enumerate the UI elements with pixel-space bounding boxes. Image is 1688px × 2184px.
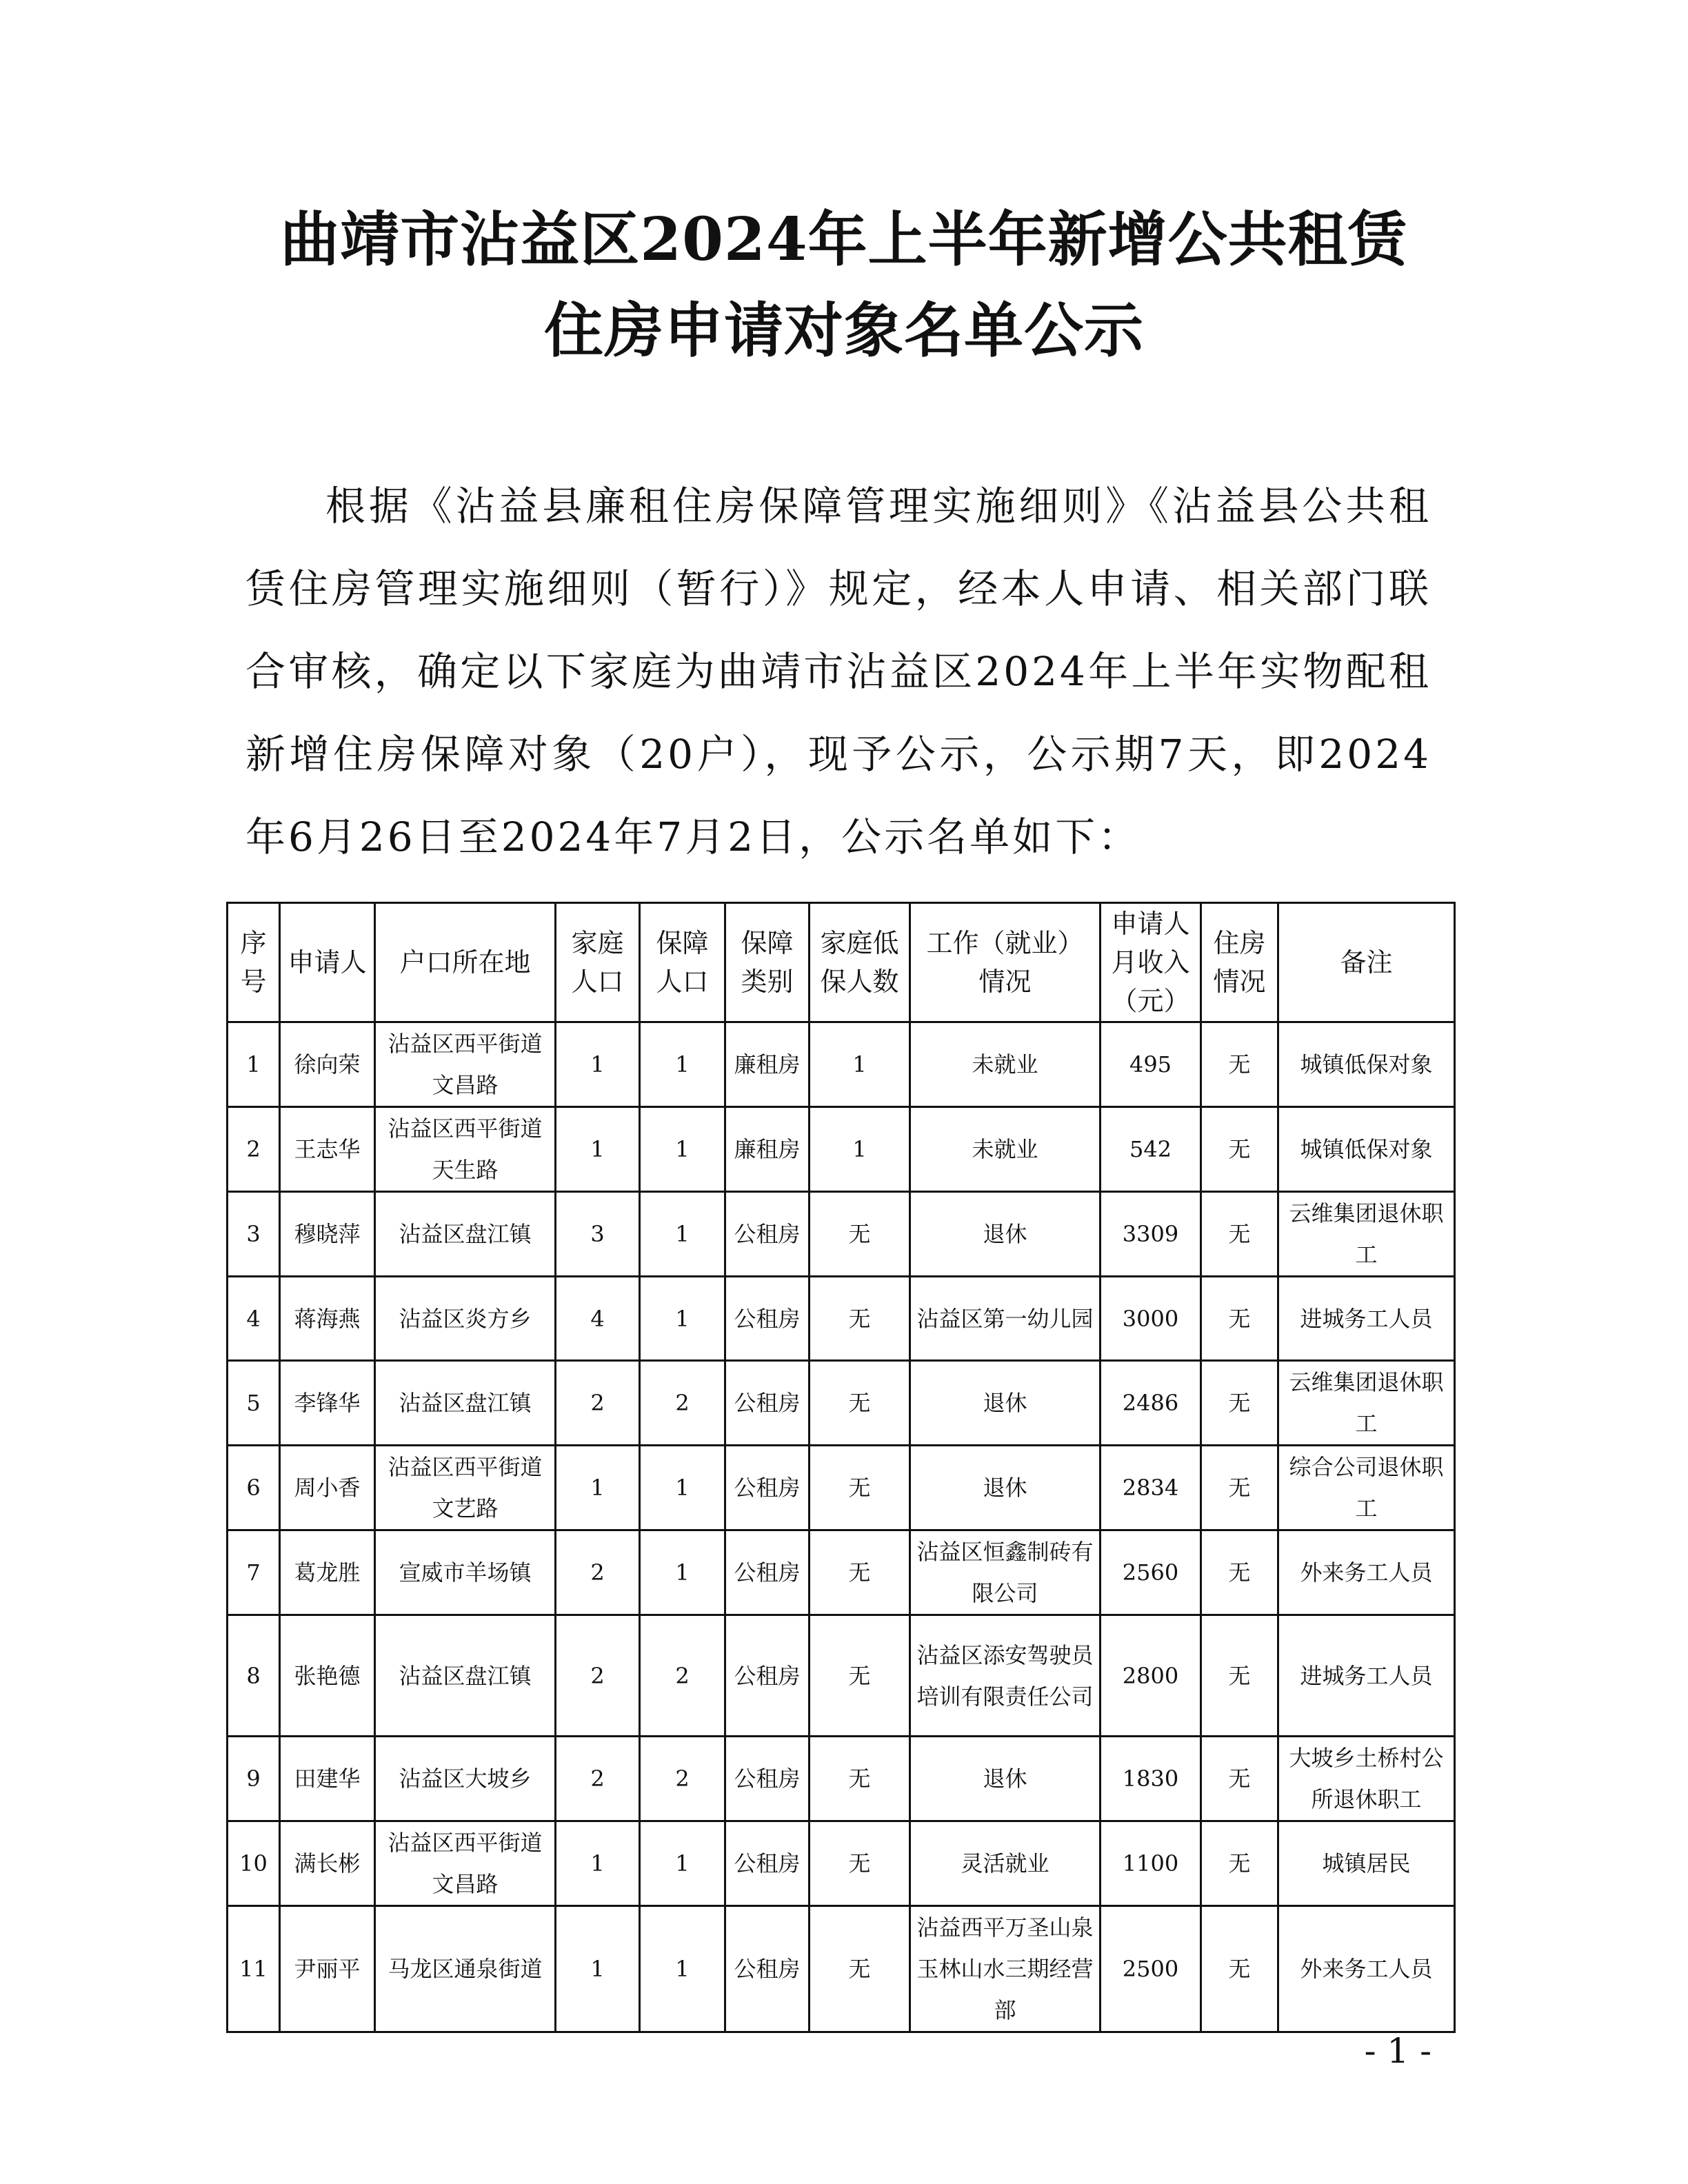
header-cell: 家庭人口	[556, 903, 640, 1022]
cell-employment: 未就业	[910, 1022, 1101, 1107]
cell-covered-size: 2	[640, 1361, 725, 1446]
cell-remarks: 综合公司退休职工	[1278, 1446, 1455, 1530]
cell-monthly-income: 3000	[1101, 1277, 1201, 1361]
cell-monthly-income: 3309	[1101, 1192, 1201, 1277]
cell-housing-status: 无	[1201, 1821, 1278, 1906]
cell-index: 11	[228, 1906, 280, 2032]
cell-index: 7	[228, 1530, 280, 1615]
cell-remarks: 外来务工人员	[1278, 1906, 1455, 2032]
cell-index: 2	[228, 1107, 280, 1192]
cell-household-size: 2	[556, 1737, 640, 1821]
cell-residence: 沾益区盘江镇	[375, 1361, 556, 1446]
header-cell: 住房情况	[1201, 903, 1278, 1022]
cell-housing-type: 廉租房	[725, 1022, 810, 1107]
cell-monthly-income: 1830	[1101, 1737, 1201, 1821]
cell-housing-status: 无	[1201, 1107, 1278, 1192]
cell-housing-type: 公租房	[725, 1821, 810, 1906]
cell-household-size: 2	[556, 1530, 640, 1615]
page-number: - 1 -	[1364, 2031, 1431, 2071]
cell-monthly-income: 2834	[1101, 1446, 1201, 1530]
cell-employment: 沾益区添安驾驶员培训有限责任公司	[910, 1615, 1101, 1737]
cell-covered-size: 1	[640, 1906, 725, 2032]
table-row	[228, 1737, 1455, 1821]
cell-index: 4	[228, 1277, 280, 1361]
cell-monthly-income: 542	[1101, 1107, 1201, 1192]
cell-housing-status: 无	[1201, 1906, 1278, 2032]
header-cell: 工作（就业）情况	[910, 903, 1101, 1022]
cell-index: 5	[228, 1361, 280, 1446]
cell-covered-size: 1	[640, 1022, 725, 1107]
header-cell: 申请人	[280, 903, 375, 1022]
cell-monthly-income: 2486	[1101, 1361, 1201, 1446]
title-line-2: 住房申请对象名单公示	[544, 296, 1144, 365]
cell-covered-size: 1	[640, 1192, 725, 1277]
cell-covered-size: 1	[640, 1446, 725, 1530]
cell-covered-size: 2	[640, 1615, 725, 1737]
cell-housing-status: 无	[1201, 1737, 1278, 1821]
cell-index: 8	[228, 1615, 280, 1737]
cell-residence: 沾益区盘江镇	[375, 1615, 556, 1737]
cell-employment: 退休	[910, 1737, 1101, 1821]
cell-housing-type: 公租房	[725, 1906, 810, 2032]
table-row	[228, 1192, 1455, 1277]
cell-monthly-income: 2560	[1101, 1530, 1201, 1615]
cell-remarks: 城镇低保对象	[1278, 1022, 1455, 1107]
cell-housing-type: 公租房	[725, 1737, 810, 1821]
table-row	[228, 1615, 1455, 1737]
cell-housing-status: 无	[1201, 1192, 1278, 1277]
table-row	[228, 1821, 1455, 1906]
cell-low-income-count: 无	[810, 1530, 910, 1615]
cell-remarks: 云维集团退休职工	[1278, 1192, 1455, 1277]
cell-housing-type: 公租房	[725, 1530, 810, 1615]
cell-household-size: 4	[556, 1277, 640, 1361]
header-cell: 序号	[228, 903, 280, 1022]
cell-residence: 沾益区西平街道天生路	[375, 1107, 556, 1192]
table-row	[228, 1107, 1455, 1192]
cell-housing-type: 公租房	[725, 1615, 810, 1737]
cell-index: 1	[228, 1022, 280, 1107]
cell-remarks: 进城务工人员	[1278, 1277, 1455, 1361]
cell-residence: 宣威市羊场镇	[375, 1530, 556, 1615]
cell-remarks: 外来务工人员	[1278, 1530, 1455, 1615]
cell-monthly-income: 495	[1101, 1022, 1201, 1107]
cell-residence: 马龙区通泉街道	[375, 1906, 556, 2032]
cell-residence: 沾益区西平街道文艺路	[375, 1446, 556, 1530]
cell-low-income-count: 1	[810, 1107, 910, 1192]
cell-low-income-count: 无	[810, 1446, 910, 1530]
table-row	[228, 1446, 1455, 1530]
cell-index: 6	[228, 1446, 280, 1530]
cell-low-income-count: 无	[810, 1615, 910, 1737]
cell-applicant: 徐向荣	[280, 1022, 375, 1107]
cell-household-size: 1	[556, 1446, 640, 1530]
cell-monthly-income: 1100	[1101, 1821, 1201, 1906]
cell-applicant: 张艳德	[280, 1615, 375, 1737]
cell-household-size: 2	[556, 1361, 640, 1446]
cell-covered-size: 1	[640, 1821, 725, 1906]
title-line-1: 曲靖市沾益区2024年上半年新增公共租赁	[280, 205, 1408, 274]
cell-household-size: 3	[556, 1192, 640, 1277]
table-row	[228, 1277, 1455, 1361]
table-row	[228, 1022, 1455, 1107]
cell-applicant: 周小香	[280, 1446, 375, 1530]
cell-housing-type: 公租房	[725, 1192, 810, 1277]
cell-remarks: 城镇低保对象	[1278, 1107, 1455, 1192]
cell-remarks: 大坡乡土桥村公所退休职工	[1278, 1737, 1455, 1821]
cell-low-income-count: 无	[810, 1906, 910, 2032]
cell-housing-status: 无	[1201, 1277, 1278, 1361]
cell-covered-size: 1	[640, 1277, 725, 1361]
cell-applicant: 穆晓萍	[280, 1192, 375, 1277]
cell-housing-type: 公租房	[725, 1361, 810, 1446]
cell-residence: 沾益区盘江镇	[375, 1192, 556, 1277]
cell-employment: 未就业	[910, 1107, 1101, 1192]
cell-monthly-income: 2500	[1101, 1906, 1201, 2032]
cell-low-income-count: 无	[810, 1361, 910, 1446]
cell-index: 10	[228, 1821, 280, 1906]
cell-remarks: 城镇居民	[1278, 1821, 1455, 1906]
intro-paragraph: 根据《沾益县廉租住房保障管理实施细则》《沾益县公共租赁住房管理实施细则（暂行）》规定，经本人申请、相关部门联合审核，确定以下家庭为曲靖市沾益区2024年上半年实物配租新增住房保障对象（20户），现予公示，公示期7天，即2024年6月26日至2024年7月2日，公示名单如下：	[245, 483, 1431, 860]
cell-applicant: 尹丽平	[280, 1906, 375, 2032]
header-cell: 申请人月收入（元）	[1101, 903, 1201, 1022]
cell-employment: 退休	[910, 1192, 1101, 1277]
cell-housing-status: 无	[1201, 1022, 1278, 1107]
cell-applicant: 王志华	[280, 1107, 375, 1192]
cell-low-income-count: 1	[810, 1022, 910, 1107]
header-cell: 备注	[1278, 903, 1455, 1022]
cell-household-size: 1	[556, 1906, 640, 2032]
cell-applicant: 蒋海燕	[280, 1277, 375, 1361]
cell-residence: 沾益区大坡乡	[375, 1737, 556, 1821]
cell-remarks: 进城务工人员	[1278, 1615, 1455, 1737]
cell-low-income-count: 无	[810, 1277, 910, 1361]
cell-index: 3	[228, 1192, 280, 1277]
cell-monthly-income: 2800	[1101, 1615, 1201, 1737]
cell-housing-status: 无	[1201, 1615, 1278, 1737]
cell-housing-type: 公租房	[725, 1277, 810, 1361]
cell-covered-size: 2	[640, 1737, 725, 1821]
cell-covered-size: 1	[640, 1107, 725, 1192]
cell-housing-type: 廉租房	[725, 1107, 810, 1192]
cell-low-income-count: 无	[810, 1737, 910, 1821]
cell-housing-status: 无	[1201, 1446, 1278, 1530]
cell-covered-size: 1	[640, 1530, 725, 1615]
cell-applicant: 李锋华	[280, 1361, 375, 1446]
cell-applicant: 田建华	[280, 1737, 375, 1821]
cell-applicant: 葛龙胜	[280, 1530, 375, 1615]
cell-applicant: 满长彬	[280, 1821, 375, 1906]
cell-household-size: 1	[556, 1107, 640, 1192]
cell-housing-status: 无	[1201, 1530, 1278, 1615]
table-row	[228, 1530, 1455, 1615]
cell-residence: 沾益区炎方乡	[375, 1277, 556, 1361]
cell-household-size: 1	[556, 1821, 640, 1906]
header-cell: 家庭低保人数	[810, 903, 910, 1022]
cell-housing-type: 公租房	[725, 1446, 810, 1530]
page-title	[0, 194, 1688, 376]
cell-remarks: 云维集团退休职工	[1278, 1361, 1455, 1446]
cell-employment: 沾益区第一幼儿园	[910, 1277, 1101, 1361]
cell-employment: 沾益西平万圣山泉玉林山水三期经营部	[910, 1906, 1101, 2032]
table-body	[228, 1022, 1455, 2032]
cell-housing-status: 无	[1201, 1361, 1278, 1446]
cell-residence: 沾益区西平街道文昌路	[375, 1022, 556, 1107]
cell-household-size: 1	[556, 1022, 640, 1107]
cell-residence: 沾益区西平街道文昌路	[375, 1821, 556, 1906]
header-cell: 保障人口	[640, 903, 725, 1022]
table-header-row	[228, 903, 1455, 1022]
cell-employment: 退休	[910, 1446, 1101, 1530]
header-cell: 保障类别	[725, 903, 810, 1022]
cell-index: 9	[228, 1737, 280, 1821]
cell-employment: 退休	[910, 1361, 1101, 1446]
table-row	[228, 1361, 1455, 1446]
cell-low-income-count: 无	[810, 1192, 910, 1277]
header-cell: 户口所在地	[375, 903, 556, 1022]
cell-employment: 沾益区恒鑫制砖有限公司	[910, 1530, 1101, 1615]
cell-employment: 灵活就业	[910, 1821, 1101, 1906]
table-row	[228, 1906, 1455, 2032]
applicant-table	[226, 902, 1456, 2033]
cell-household-size: 2	[556, 1615, 640, 1737]
cell-low-income-count: 无	[810, 1821, 910, 1906]
